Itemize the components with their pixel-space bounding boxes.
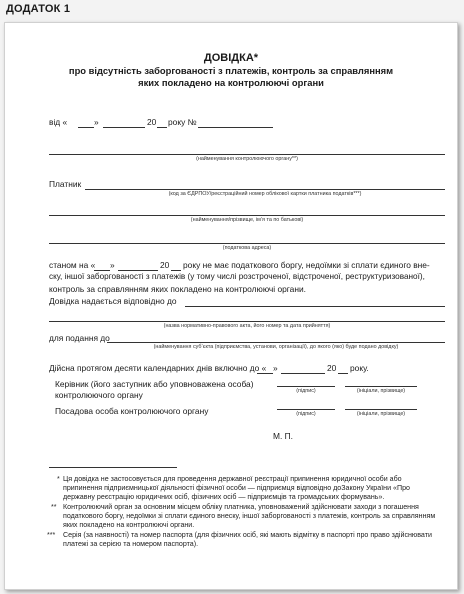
payer-address-field[interactable] <box>49 243 445 244</box>
caption-official-signature: (підпис) <box>296 411 316 417</box>
status-month-field[interactable] <box>118 270 158 271</box>
caption-head-signature: (підпис) <box>296 388 316 394</box>
status-year-field[interactable] <box>171 270 181 271</box>
footnote-2 <box>47 503 439 530</box>
legal-act-field-continued[interactable] <box>49 321 445 322</box>
date-prefix: від « <box>49 117 68 127</box>
payer-name-field[interactable] <box>49 215 445 216</box>
validity-part4: року. <box>350 363 369 373</box>
date-day-field[interactable] <box>78 127 94 128</box>
status-day-field[interactable] <box>94 270 110 271</box>
footnote-2-text: Контролюючий орган за основним місцем обліку платника, уповноважений здійснювати заходи з погашення податкового боргу, недоїмки зі сплати єдиного внеску, іншої заборгованості з платежів, контроль за справлянням яких покладено на контролюючі органи. <box>63 503 436 530</box>
status-line3: контроль за справлянням яких покладено на контролюючі органи. <box>49 284 306 294</box>
legal-act-field[interactable] <box>185 306 445 307</box>
document-subtitle-line1: про відсутність заборгованості з платежів, контроль за справлянням <box>68 65 394 76</box>
official-initials-field[interactable] <box>345 409 417 410</box>
status-part3: 20 <box>160 260 170 270</box>
caption-code: (код за ЄДРПОУ/реєстраційний номер облікової картки платника податків***) <box>168 191 362 197</box>
head-initials-field[interactable] <box>345 386 417 387</box>
certificate-page <box>4 22 458 590</box>
recipient-field[interactable] <box>107 342 445 343</box>
date-suffix: року № <box>168 117 197 127</box>
validity-part1: Дійсна протягом десяти календарних днів включно до « <box>49 363 267 373</box>
head-label-line1: Керівник (його заступник або уповноважена особа) <box>55 379 254 389</box>
certificate-number-field[interactable] <box>198 127 273 128</box>
footnote-3-mark: *** <box>47 531 56 539</box>
validity-day-field[interactable] <box>257 373 273 374</box>
status-part2: » <box>110 260 115 270</box>
head-label-line2: контролюючого органу <box>55 390 143 400</box>
authority-field[interactable] <box>49 154 445 155</box>
caption-entity: (найменування суб’єкта (підприємства, установи, організації), до якого (яко) буде подано довідку) <box>153 344 399 350</box>
document-subtitle-line2: яких покладено на контролюючі органи <box>138 77 324 88</box>
payer-label: Платник <box>49 179 82 189</box>
validity-year-field[interactable] <box>338 373 348 374</box>
date-year-field[interactable] <box>157 127 167 128</box>
footnote-1-text: Ця довідка не застосовується для проведення державної реєстрації припинення юридичної особи або припинення підприємницької діяльності фізичної особи — підприємця відповідно доЗакону України «Про державну реєстрацію юридичних осіб, фізичних осіб — підприємців та громадських формувань». <box>63 475 410 502</box>
date-quote-close: » <box>94 117 99 127</box>
issued-per-label: Довідка надається відповідно до <box>49 296 177 306</box>
footnote-3-text: Серія (за наявності) та номер паспорта (для фізичних осіб, які мають відмітку в паспорті про право здійснювати платежі за серією та номером паспорта). <box>63 531 432 549</box>
footnote-1 <box>47 475 439 502</box>
footnote-separator <box>49 467 177 468</box>
validity-month-field[interactable] <box>281 373 325 374</box>
validity-part3: 20 <box>327 363 337 373</box>
caption-authority: (найменування контролюючого органу**) <box>196 156 298 162</box>
status-part4: року не має податкового боргу, недоїмки зі сплати єдиного вне- <box>183 260 430 270</box>
date-month-field[interactable] <box>103 127 145 128</box>
footnote-2-mark: ** <box>51 503 57 511</box>
status-line2: ску, іншої заборгованості з платежів (у тому числі розстроченої, відстроченої, реструктуризованої), <box>49 272 425 281</box>
footnote-3 <box>47 531 439 549</box>
caption-name: (найменування/прізвище, ім’я та по батькові) <box>190 217 304 223</box>
date-century: 20 <box>147 117 157 127</box>
caption-address: (податкова адреса) <box>222 245 272 251</box>
submit-to-label: для подання до <box>49 333 110 343</box>
caption-official-initials: (ініціали, прізвище) <box>356 411 406 417</box>
stamp-placeholder: М. П. <box>273 431 293 441</box>
validity-part2: » <box>273 363 278 373</box>
caption-act: (назва нормативно-правового акта, його номер та дата прийняття) <box>163 323 331 329</box>
caption-head-initials: (ініціали, прізвище) <box>356 388 406 394</box>
official-signature-field[interactable] <box>277 409 335 410</box>
document-title: ДОВІДКА* <box>203 52 259 64</box>
official-label: Посадова особа контролюючого органу <box>55 406 209 416</box>
head-signature-field[interactable] <box>277 386 335 387</box>
payer-code-field[interactable] <box>85 189 445 190</box>
appendix-label: ДОДАТОК 1 <box>6 3 71 15</box>
status-part1: станом на « <box>49 260 96 270</box>
footnote-1-mark: * <box>57 475 60 483</box>
